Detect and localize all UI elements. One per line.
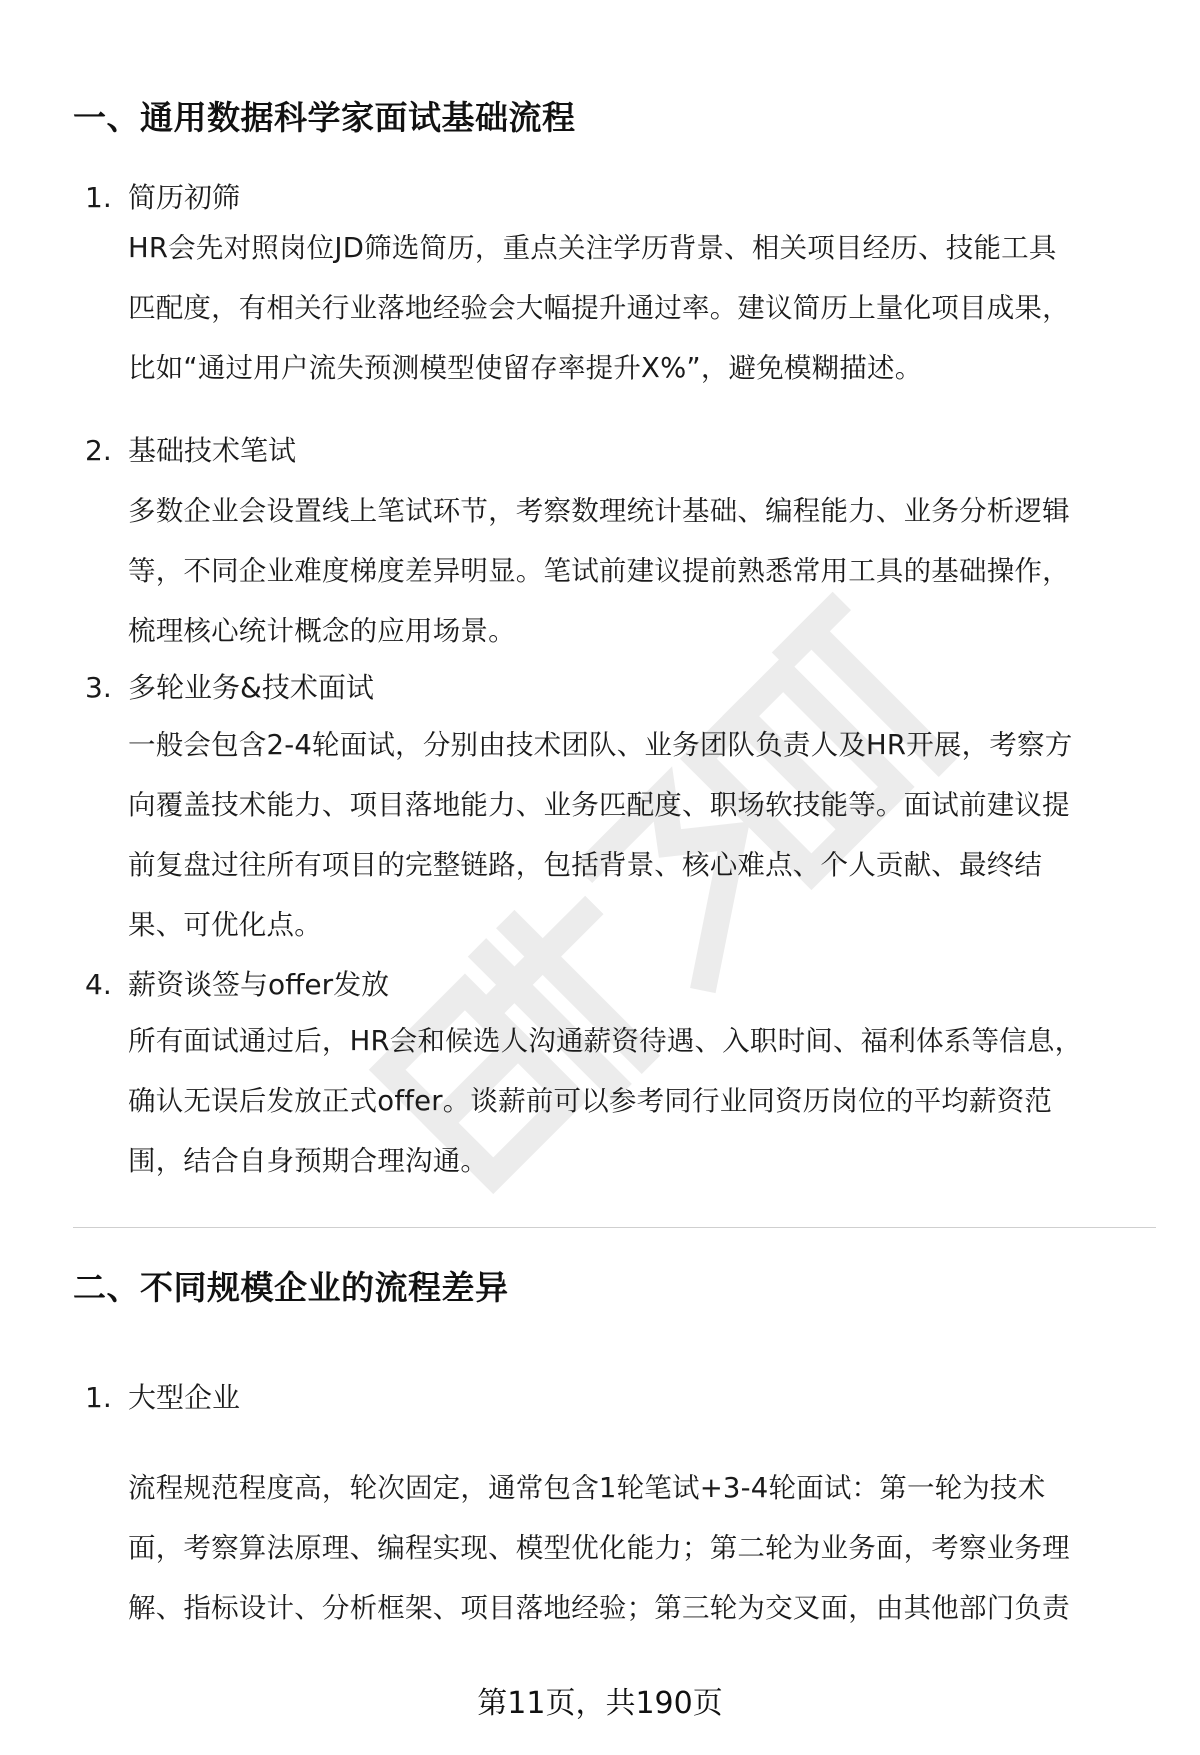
paragraph-line: 面，考察算法原理、编程实现、模型优化能力；第二轮为业务面，考察业务理 <box>128 1532 1070 1564</box>
list-number: 2. <box>85 434 112 467</box>
list-item-paragraph <box>128 481 1148 661</box>
list-item-title: 大型企业 <box>128 1381 241 1414</box>
list-item-heading <box>85 965 389 1005</box>
paragraph-line: 比如“通过用户流失预测模型使留存率提升X%”，避免模糊描述。 <box>128 352 923 384</box>
paragraph-line: 所有面试通过后，HR会和候选人沟通薪资待遇、入职时间、福利体系等信息， <box>128 1025 1083 1057</box>
paragraph-line: 等，不同企业难度梯度差异明显。笔试前建议提前熟悉常用工具的基础操作， <box>128 555 1070 587</box>
list-item-title: 简历初筛 <box>128 181 241 214</box>
paragraph-line: 流程规范程度高，轮次固定，通常包含1轮笔试+3-4轮面试：第一轮为技术 <box>128 1472 1046 1504</box>
list-number: 1. <box>85 181 112 214</box>
list-item-paragraph <box>128 1458 1148 1638</box>
page-number-footer: 第11页，共190页 <box>477 1686 723 1721</box>
paragraph-line: 确认无误后发放正式offer。谈薪前可以参考同行业同资历岗位的平均薪资范 <box>128 1085 1053 1117</box>
list-number: 3. <box>85 671 112 704</box>
section-title: 二、不同规模企业的流程差异 <box>73 1268 509 1307</box>
paragraph-line: 果、可优化点。 <box>128 909 322 941</box>
paragraph-line: 多数企业会设置线上笔试环节，考察数理统计基础、编程能力、业务分析逻辑 <box>128 495 1070 527</box>
list-item-heading <box>85 431 296 471</box>
paragraph-line: 围，结合自身预期合理沟通。 <box>128 1145 489 1177</box>
list-item-heading <box>85 1378 240 1418</box>
list-item-paragraph <box>128 715 1148 955</box>
list-item-title: 基础技术笔试 <box>128 434 297 467</box>
list-item-title: 薪资谈签与offer发放 <box>128 968 390 1001</box>
list-item-heading <box>85 668 374 708</box>
section-divider <box>73 1227 1156 1228</box>
list-item-title: 多轮业务&技术面试 <box>128 671 374 704</box>
paragraph-line: HR会先对照岗位JD筛选简历，重点关注学历背景、相关项目经历、技能工具 <box>128 232 1057 264</box>
paragraph-line: 梳理核心统计概念的应用场景。 <box>128 615 516 647</box>
list-number: 4. <box>85 968 112 1001</box>
list-item-paragraph <box>128 218 1148 398</box>
paragraph-line: 匹配度，有相关行业落地经验会大幅提升通过率。建议简历上量化项目成果， <box>128 292 1070 324</box>
paragraph-line: 前复盘过往所有项目的完整链路，包括背景、核心难点、个人贡献、最终结 <box>128 849 1043 881</box>
paragraph-line: 向覆盖技术能力、项目落地能力、业务匹配度、职场软技能等。面试前建议提 <box>128 789 1070 821</box>
list-item-heading <box>85 178 240 218</box>
list-item-paragraph <box>128 1011 1148 1191</box>
paragraph-line: 解、指标设计、分析框架、项目落地经验；第三轮为交叉面，由其他部门负责 <box>128 1592 1070 1624</box>
list-number: 1. <box>85 1381 112 1414</box>
section-title: 一、通用数据科学家面试基础流程 <box>73 98 576 137</box>
paragraph-line: 一般会包含2-4轮面试，分别由技术团队、业务团队负责人及HR开展，考察方 <box>128 729 1073 761</box>
